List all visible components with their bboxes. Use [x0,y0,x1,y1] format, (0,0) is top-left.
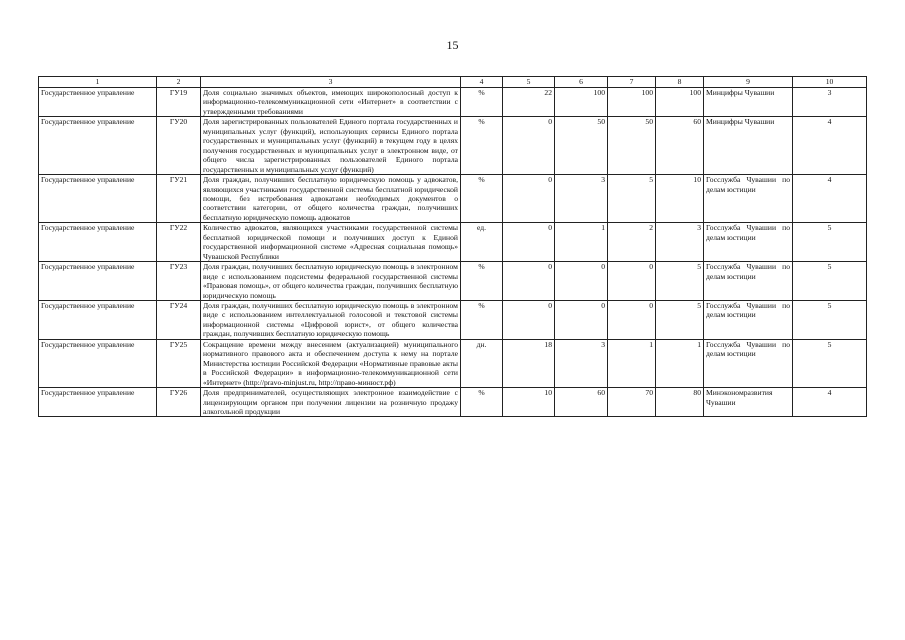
value-cell: 0 [503,300,555,339]
score-cell: 5 [793,300,867,339]
unit-cell: % [461,300,503,339]
value-cell: 0 [555,262,608,301]
indicator-cell: Доля предпринимателей, осуществляющих электронное взаимодействие с лицензирующим органом при получении лицензии на розничную продажу алкогольной продукции [201,388,461,417]
responsible-cell: Госслужба Чувашии по делам юстиции [704,339,793,387]
score-cell: 4 [793,117,867,175]
value-cell: 2 [608,223,656,262]
column-header: 8 [656,77,704,88]
value-cell: 70 [608,388,656,417]
indicator-cell: Доля граждан, получивших бесплатную юридическую помощь в электронном виде с использованием интеллектуальной голосовой и текстовой системы информационной системы «Цифровой юрист», от общего количества граждан, получивших бесплатную юридическую помощь [201,300,461,339]
value-cell: 22 [503,88,555,117]
table-row [39,88,867,117]
unit-cell: % [461,88,503,117]
value-cell: 50 [555,117,608,175]
value-cell: 5 [656,300,704,339]
unit-cell: дн. [461,339,503,387]
direction-cell: Государственное управление [39,175,157,223]
value-cell: 0 [503,262,555,301]
direction-cell: Государственное управление [39,339,157,387]
score-cell: 5 [793,262,867,301]
score-cell: 4 [793,388,867,417]
value-cell: 80 [656,388,704,417]
table-row [39,117,867,175]
responsible-cell: Госслужба Чувашии по делам юстиции [704,223,793,262]
value-cell: 100 [656,88,704,117]
value-cell: 0 [503,117,555,175]
indicators-table [38,76,867,417]
indicator-cell: Доля зарегистрированных пользователей Единого портала государственных и муниципальных услуг (функций), использующих сервисы Единого портала государственных и муниципальных услуг (функций) в текущем году в целях получения государственных и муниципальных услуг в электронном виде, от общего числа зарегистрированных пользователей Единого портала государственных и муниципальных услуг (функций) [201,117,461,175]
responsible-cell: Минэкономразвития Чувашии [704,388,793,417]
value-cell: 10 [503,388,555,417]
indicator-cell: Доля граждан, получивших бесплатную юридическую помощь в электронном виде с использованием подсистемы федеральной государственной системы «Правовая помощь», от общего количества граждан, получивших бесплатную юридическую помощь [201,262,461,301]
value-cell: 3 [555,339,608,387]
unit-cell: % [461,175,503,223]
value-cell: 60 [656,117,704,175]
responsible-cell: Минцифры Чувашии [704,117,793,175]
value-cell: 1 [608,339,656,387]
value-cell: 0 [555,300,608,339]
unit-cell: % [461,262,503,301]
value-cell: 0 [503,175,555,223]
indicator-cell: Доля социально значимых объектов, имеющих широкополосный доступ к информационно-телекоммуникационной сети «Интернет» в соответствии с утвержденными требованиями [201,88,461,117]
column-header: 9 [704,77,793,88]
table-row [39,339,867,387]
direction-cell: Государственное управление [39,223,157,262]
column-header: 6 [555,77,608,88]
code-cell: ГУ21 [157,175,201,223]
column-header: 4 [461,77,503,88]
value-cell: 3 [555,175,608,223]
table-row [39,262,867,301]
score-cell: 4 [793,175,867,223]
table-row [39,388,867,417]
value-cell: 18 [503,339,555,387]
code-cell: ГУ23 [157,262,201,301]
responsible-cell: Госслужба Чувашии по делам юстиции [704,175,793,223]
direction-cell: Государственное управление [39,300,157,339]
unit-cell: ед. [461,223,503,262]
value-cell: 0 [608,300,656,339]
indicator-cell: Сокращение времени между внесением (актуализацией) муниципального нормативного правового акта и обеспечением доступа к нему на портале Министерства юстиции Российской Федерации «Нормативные правовые акты в Российской Федерации» в информационно-телекоммуникационной сети «Интернет» (http://pravo-minjust.ru, http://право-минюст.рф) [201,339,461,387]
page-number: 15 [446,38,459,52]
value-cell: 0 [503,223,555,262]
code-cell: ГУ20 [157,117,201,175]
value-cell: 10 [656,175,704,223]
value-cell: 50 [608,117,656,175]
code-cell: ГУ24 [157,300,201,339]
table-row [39,223,867,262]
code-cell: ГУ25 [157,339,201,387]
direction-cell: Государственное управление [39,262,157,301]
table-row [39,300,867,339]
value-cell: 100 [555,88,608,117]
responsible-cell: Госслужба Чувашии по делам юстиции [704,262,793,301]
indicator-cell: Количество адвокатов, являющихся участниками государственной системы бесплатной юридической помощи и получивших доступ к Единой государственной информационной системе «Адресная социальная помощь» Чувашской Республики [201,223,461,262]
table-row [39,175,867,223]
value-cell: 5 [608,175,656,223]
score-cell: 5 [793,339,867,387]
header-row [39,77,867,88]
column-header: 5 [503,77,555,88]
column-header: 2 [157,77,201,88]
value-cell: 0 [608,262,656,301]
value-cell: 5 [656,262,704,301]
direction-cell: Государственное управление [39,88,157,117]
value-cell: 60 [555,388,608,417]
unit-cell: % [461,388,503,417]
responsible-cell: Госслужба Чувашии по делам юстиции [704,300,793,339]
score-cell: 5 [793,223,867,262]
code-cell: ГУ22 [157,223,201,262]
responsible-cell: Минцифры Чувашии [704,88,793,117]
column-header: 10 [793,77,867,88]
direction-cell: Государственное управление [39,388,157,417]
value-cell: 1 [656,339,704,387]
column-header: 7 [608,77,656,88]
value-cell: 1 [555,223,608,262]
score-cell: 3 [793,88,867,117]
code-cell: ГУ19 [157,88,201,117]
indicator-cell: Доля граждан, получивших бесплатную юридическую помощь у адвокатов, являющихся участниками государственной системы бесплатной юридической помощи, без истребования адвокатами необходимых документов о соответствии категории, от общего количества граждан, получивших бесплатную юридическую помощь адвокатов [201,175,461,223]
direction-cell: Государственное управление [39,117,157,175]
column-header: 1 [39,77,157,88]
value-cell: 3 [656,223,704,262]
unit-cell: % [461,117,503,175]
code-cell: ГУ26 [157,388,201,417]
value-cell: 100 [608,88,656,117]
column-header: 3 [201,77,461,88]
